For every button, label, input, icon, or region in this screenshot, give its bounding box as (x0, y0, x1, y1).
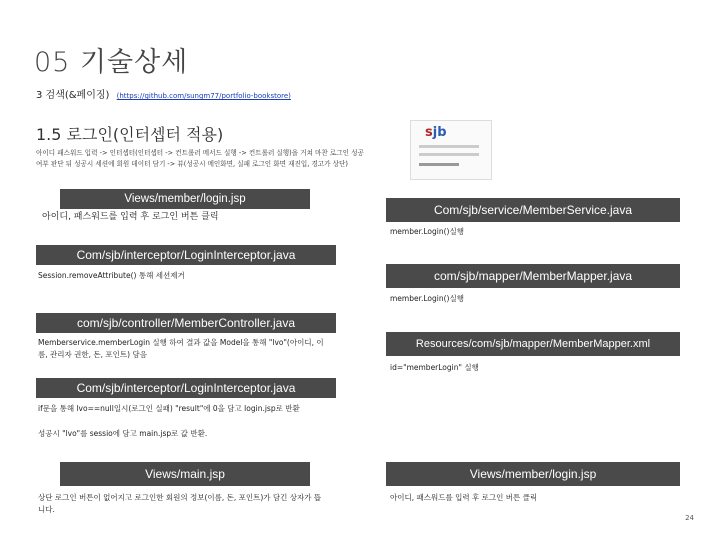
right-step1-header: Com/sjb/service/MemberService.java (386, 198, 680, 222)
left-step1-note: 아이디, 패스워드를 입력 후 로그인 버튼 클릭 (42, 212, 219, 222)
left-step4-note-2: 성공시 "lvo"를 sessio에 담고 main.jsp로 값 반환. (38, 429, 208, 438)
left-step3-header: com/sjb/controller/MemberController.java (36, 313, 336, 333)
sjb-logo: sjb (425, 125, 447, 140)
right-step1-note: member.Login()실행 (390, 227, 464, 236)
right-step2-header: com/sjb/mapper/MemberMapper.java (386, 264, 680, 288)
left-step2-header: Com/sjb/interceptor/LoginInterceptor.java (36, 245, 336, 265)
right-step3-header: Resources/com/sjb/mapper/MemberMapper.xml (386, 332, 680, 356)
slide-title: 05 기술상세 (34, 47, 189, 78)
subtitle-line (36, 86, 291, 101)
thumb-field-line (419, 145, 479, 148)
right-step4-note: 아이디, 패스워드를 입력 후 로그인 버튼 클릭 (390, 493, 538, 502)
left-step5-header: Views/main.jsp (60, 462, 310, 486)
page-number: 24 (685, 514, 694, 522)
right-step2-note: member.Login()실행 (390, 294, 464, 303)
login-screenshot-thumbnail (410, 120, 492, 180)
left-step1-header: Views/member/login.jsp (60, 189, 310, 209)
left-step4-note-1: if문을 통해 lvo==null일시(로그인 실패) "result"에 0을 담고 login.jsp로 반환 (38, 404, 300, 413)
right-step4-header: Views/member/login.jsp (386, 462, 680, 486)
left-step5-note: 상단 로그인 버튼이 없어지고 로그인한 회원의 정보(이름, 돈, 포인트)가 담긴 상자가 뜹니다. (38, 493, 322, 514)
section-description: 아이디 패스워드 입력 -> 인터셉터(인터셉터 -> 컨트롤러 메서드 실행 -> 컨트롤러 실행)을 거쳐 마찬 로그인 성공 여부 판단 뒤 성공시 세션에 회원 데이터 담기 -> 뷰(성공시 메인화면, 실패 로그인 화면 재진입, 경고가 상단) (36, 149, 364, 168)
subtitle: 3 검색(&페이징) (36, 90, 110, 101)
section-title: 1.5 로그인(인터셉터 적용) (36, 125, 224, 144)
github-link[interactable]: (https://github.com/sungm77/portfolio-bookstore) (116, 92, 291, 100)
left-step4-header: Com/sjb/interceptor/LoginInterceptor.java (36, 378, 336, 398)
left-step3-note: Memberservice.memberLogin 실행 하여 결과 값을 Model을 통해 "lvo"(아이디, 이름, 관리자 권한, 돈, 포인트) 담음 (38, 338, 324, 359)
left-step2-note: Session.removeAttribute() 통해 세션제거 (38, 271, 185, 280)
right-step3-note: id="memberLogin" 실행 (390, 363, 479, 372)
thumb-field-line (419, 153, 479, 156)
thumb-button-line (419, 163, 459, 166)
